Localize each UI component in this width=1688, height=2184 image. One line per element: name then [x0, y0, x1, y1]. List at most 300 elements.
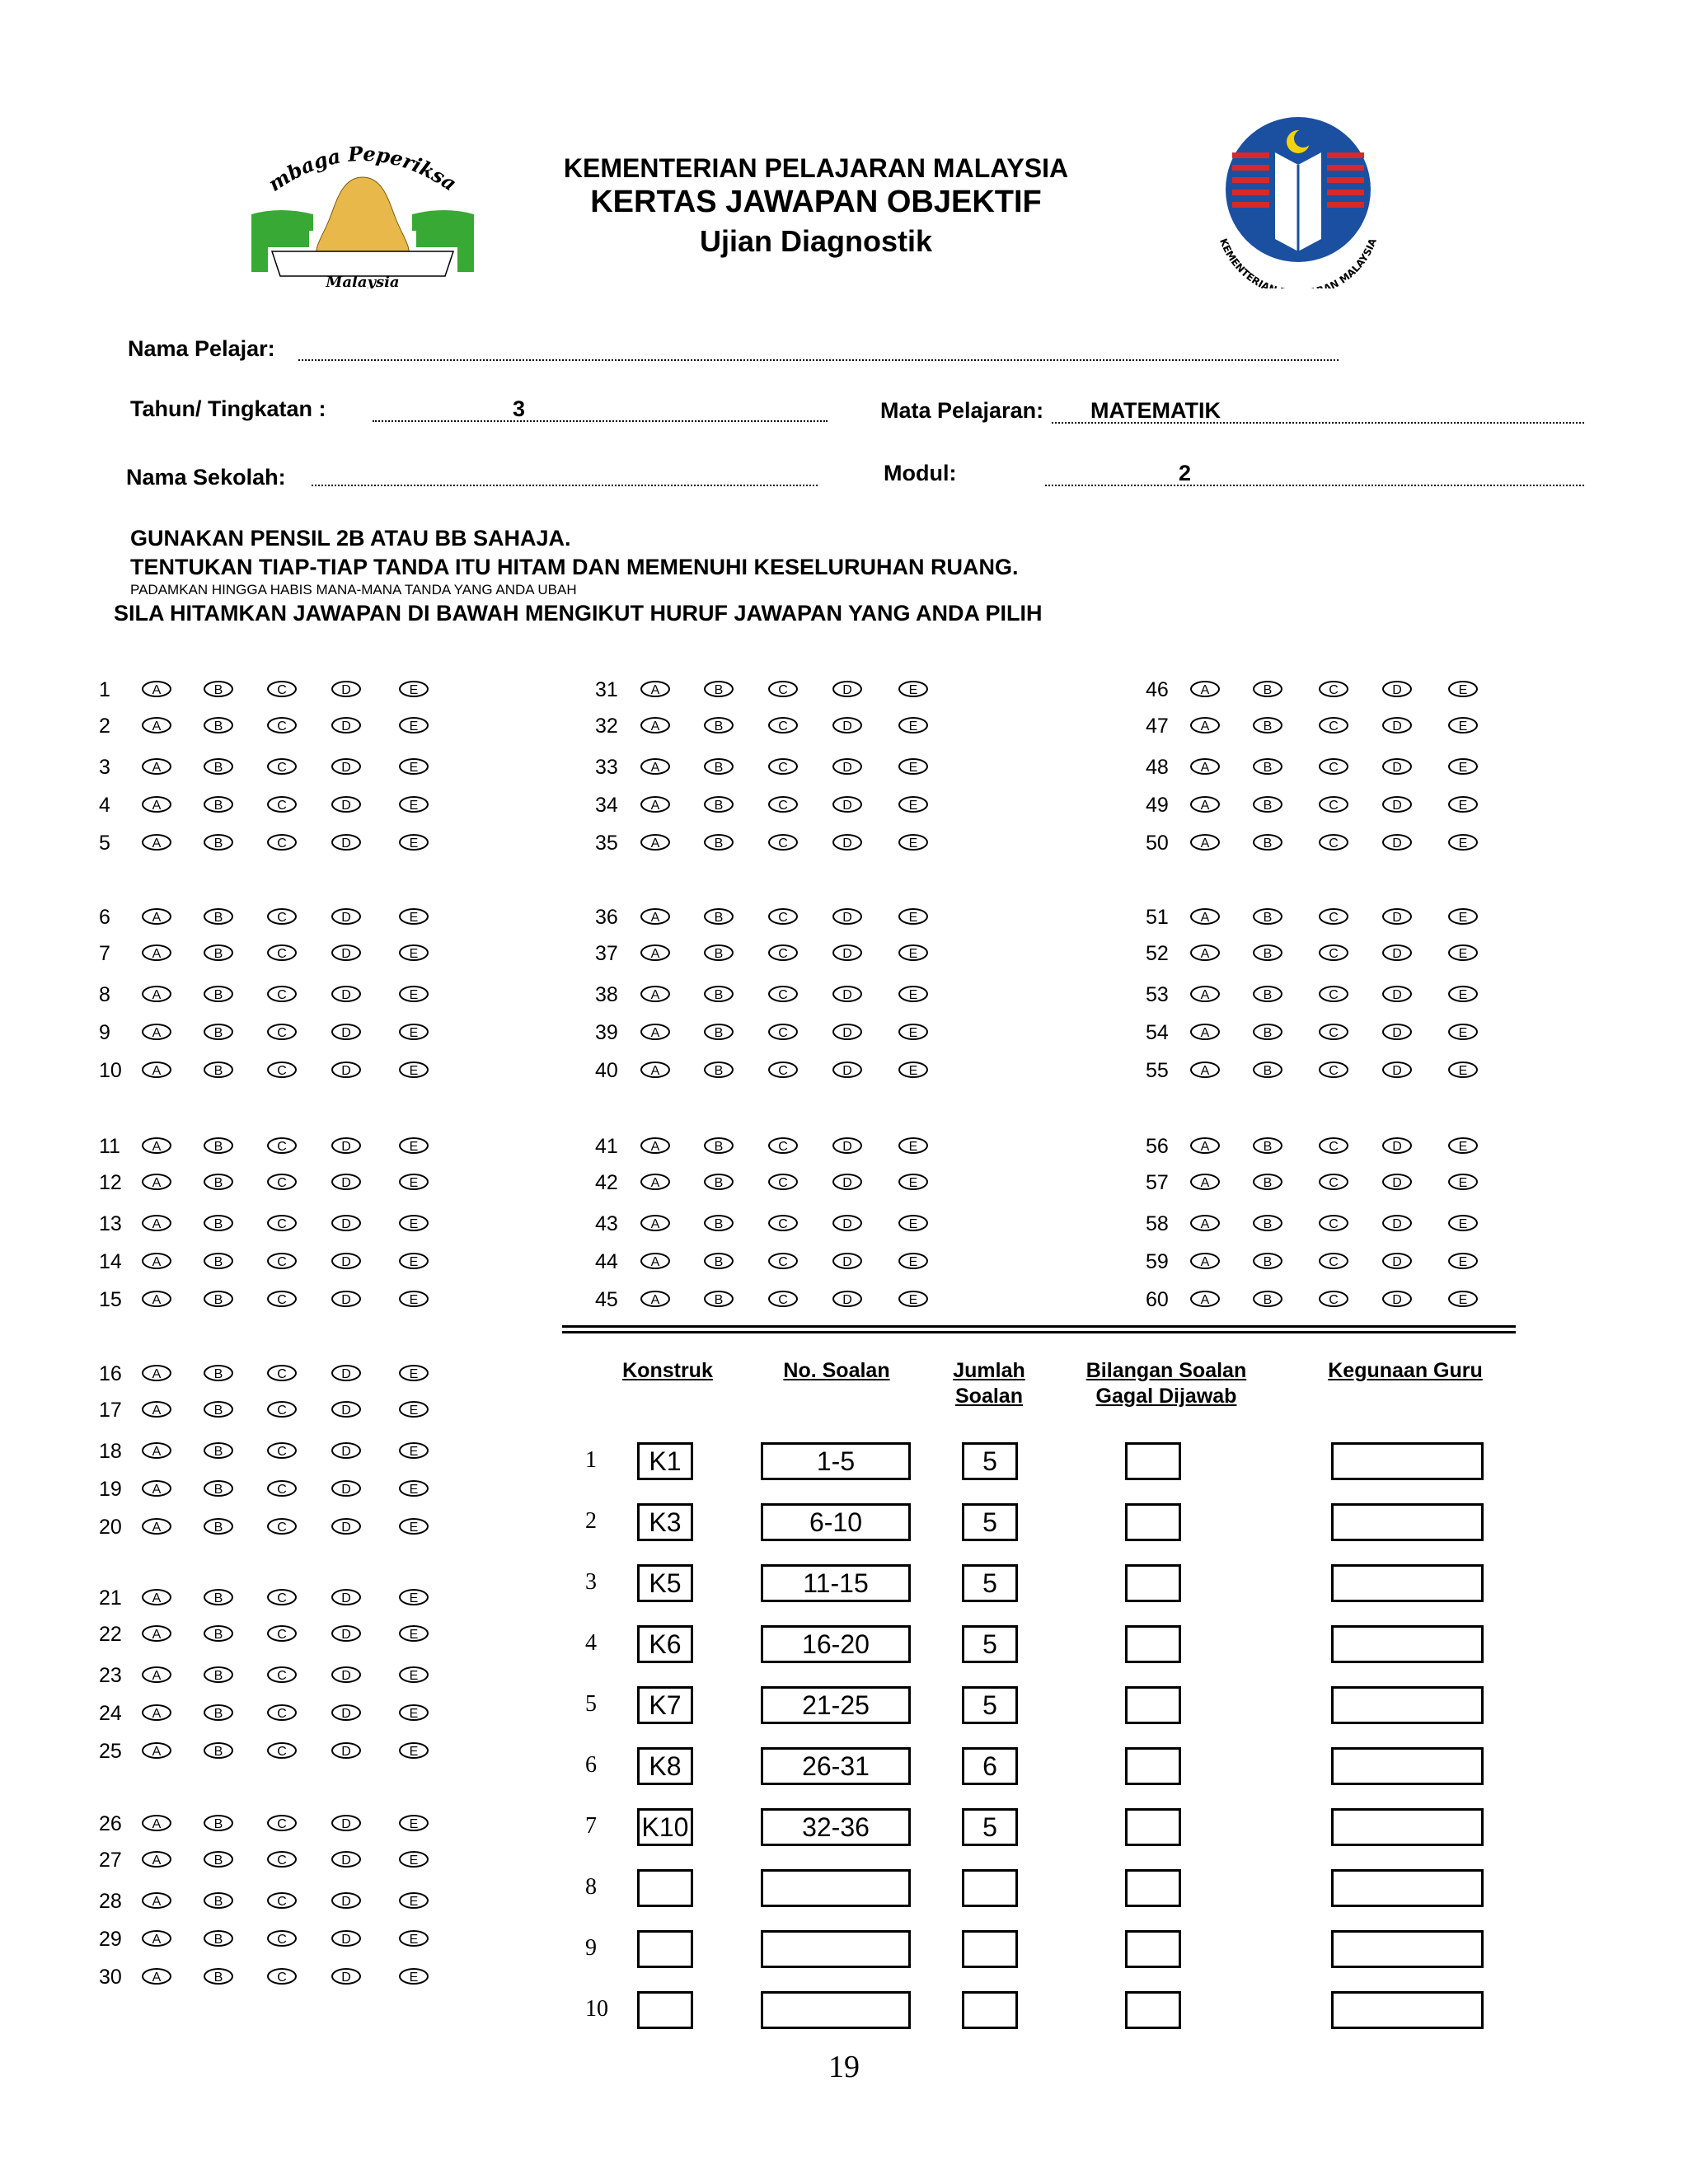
answer-bubble-58-d[interactable]: D: [1382, 1215, 1412, 1231]
answer-bubble-30-e[interactable]: E: [399, 1968, 429, 1985]
answer-bubble-16-a[interactable]: A: [142, 1365, 171, 1381]
answer-bubble-41-d[interactable]: D: [832, 1137, 862, 1154]
answer-bubble-32-e[interactable]: E: [898, 717, 928, 733]
kegunaan-guru-input[interactable]: [1331, 1991, 1484, 2029]
answer-bubble-36-e[interactable]: E: [898, 908, 928, 925]
answer-bubble-31-c[interactable]: C: [768, 681, 798, 697]
answer-bubble-35-b[interactable]: B: [704, 834, 734, 851]
answer-bubble-29-d[interactable]: D: [331, 1930, 361, 1947]
answer-bubble-48-e[interactable]: E: [1448, 758, 1478, 775]
answer-bubble-19-a[interactable]: A: [142, 1480, 171, 1497]
answer-bubble-8-b[interactable]: B: [204, 986, 233, 1002]
answer-bubble-21-c[interactable]: C: [267, 1589, 297, 1605]
answer-bubble-60-b[interactable]: B: [1253, 1291, 1282, 1307]
answer-bubble-56-a[interactable]: A: [1190, 1137, 1220, 1154]
answer-bubble-13-c[interactable]: C: [267, 1215, 297, 1231]
answer-bubble-22-a[interactable]: A: [142, 1625, 171, 1642]
answer-bubble-18-e[interactable]: E: [399, 1442, 429, 1459]
answer-bubble-1-a[interactable]: A: [142, 681, 171, 697]
answer-bubble-5-d[interactable]: D: [331, 834, 361, 851]
answer-bubble-2-d[interactable]: D: [331, 717, 361, 733]
kegunaan-guru-input[interactable]: [1331, 1808, 1484, 1846]
answer-bubble-33-d[interactable]: D: [832, 758, 862, 775]
answer-bubble-24-b[interactable]: B: [204, 1704, 233, 1721]
answer-bubble-53-b[interactable]: B: [1253, 986, 1282, 1002]
answer-bubble-19-d[interactable]: D: [331, 1480, 361, 1497]
bilangan-gagal-input[interactable]: [1125, 1564, 1181, 1602]
answer-bubble-22-d[interactable]: D: [331, 1625, 361, 1642]
answer-bubble-29-c[interactable]: C: [267, 1930, 297, 1947]
answer-bubble-7-c[interactable]: C: [267, 944, 297, 961]
answer-bubble-47-d[interactable]: D: [1382, 717, 1412, 733]
answer-bubble-7-a[interactable]: A: [142, 944, 171, 961]
bilangan-gagal-input[interactable]: [1125, 1991, 1181, 2029]
answer-bubble-39-d[interactable]: D: [832, 1024, 862, 1040]
answer-bubble-10-d[interactable]: D: [331, 1062, 361, 1078]
answer-bubble-4-e[interactable]: E: [399, 796, 429, 813]
answer-bubble-42-c[interactable]: C: [768, 1174, 798, 1190]
answer-bubble-19-e[interactable]: E: [399, 1480, 429, 1497]
answer-bubble-27-d[interactable]: D: [331, 1851, 361, 1868]
answer-bubble-46-a[interactable]: A: [1190, 681, 1220, 697]
answer-bubble-3-c[interactable]: C: [267, 758, 297, 775]
answer-bubble-52-b[interactable]: B: [1253, 944, 1282, 961]
answer-bubble-53-d[interactable]: D: [1382, 986, 1412, 1002]
kegunaan-guru-input[interactable]: [1331, 1747, 1484, 1785]
answer-bubble-50-c[interactable]: C: [1319, 834, 1348, 851]
answer-bubble-13-b[interactable]: B: [204, 1215, 233, 1231]
answer-bubble-59-d[interactable]: D: [1382, 1253, 1412, 1269]
answer-bubble-9-e[interactable]: E: [399, 1024, 429, 1040]
answer-bubble-38-e[interactable]: E: [898, 986, 928, 1002]
answer-bubble-13-a[interactable]: A: [142, 1215, 171, 1231]
answer-bubble-3-a[interactable]: A: [142, 758, 171, 775]
answer-bubble-28-c[interactable]: C: [267, 1892, 297, 1909]
answer-bubble-36-b[interactable]: B: [704, 908, 734, 925]
answer-bubble-37-c[interactable]: C: [768, 944, 798, 961]
answer-bubble-5-e[interactable]: E: [399, 834, 429, 851]
kegunaan-guru-input[interactable]: [1331, 1625, 1484, 1663]
answer-bubble-14-b[interactable]: B: [204, 1253, 233, 1269]
answer-bubble-54-e[interactable]: E: [1448, 1024, 1478, 1040]
answer-bubble-60-c[interactable]: C: [1319, 1291, 1348, 1307]
answer-bubble-58-e[interactable]: E: [1448, 1215, 1478, 1231]
answer-bubble-55-c[interactable]: C: [1319, 1062, 1348, 1078]
answer-bubble-7-d[interactable]: D: [331, 944, 361, 961]
answer-bubble-53-a[interactable]: A: [1190, 986, 1220, 1002]
answer-bubble-4-a[interactable]: A: [142, 796, 171, 813]
answer-bubble-40-a[interactable]: A: [640, 1062, 670, 1078]
answer-bubble-11-a[interactable]: A: [142, 1137, 171, 1154]
answer-bubble-15-d[interactable]: D: [331, 1291, 361, 1307]
answer-bubble-32-b[interactable]: B: [704, 717, 734, 733]
answer-bubble-52-e[interactable]: E: [1448, 944, 1478, 961]
answer-bubble-8-c[interactable]: C: [267, 986, 297, 1002]
answer-bubble-6-d[interactable]: D: [331, 908, 361, 925]
answer-bubble-45-b[interactable]: B: [704, 1291, 734, 1307]
answer-bubble-25-b[interactable]: B: [204, 1742, 233, 1759]
answer-bubble-31-e[interactable]: E: [898, 681, 928, 697]
kegunaan-guru-input[interactable]: [1331, 1564, 1484, 1602]
answer-bubble-44-c[interactable]: C: [768, 1253, 798, 1269]
answer-bubble-30-a[interactable]: A: [142, 1968, 171, 1985]
year-field[interactable]: [373, 420, 828, 422]
answer-bubble-40-c[interactable]: C: [768, 1062, 798, 1078]
answer-bubble-58-a[interactable]: A: [1190, 1215, 1220, 1231]
answer-bubble-15-b[interactable]: B: [204, 1291, 233, 1307]
bilangan-gagal-input[interactable]: [1125, 1930, 1181, 1968]
answer-bubble-37-e[interactable]: E: [898, 944, 928, 961]
answer-bubble-13-e[interactable]: E: [399, 1215, 429, 1231]
answer-bubble-39-e[interactable]: E: [898, 1024, 928, 1040]
answer-bubble-18-d[interactable]: D: [331, 1442, 361, 1459]
answer-bubble-46-d[interactable]: D: [1382, 681, 1412, 697]
answer-bubble-57-b[interactable]: B: [1253, 1174, 1282, 1190]
answer-bubble-17-d[interactable]: D: [331, 1401, 361, 1418]
answer-bubble-12-c[interactable]: C: [267, 1174, 297, 1190]
answer-bubble-2-e[interactable]: E: [399, 717, 429, 733]
answer-bubble-34-c[interactable]: C: [768, 796, 798, 813]
answer-bubble-54-b[interactable]: B: [1253, 1024, 1282, 1040]
answer-bubble-27-a[interactable]: A: [142, 1851, 171, 1868]
answer-bubble-11-d[interactable]: D: [331, 1137, 361, 1154]
answer-bubble-29-b[interactable]: B: [204, 1930, 233, 1947]
answer-bubble-17-e[interactable]: E: [399, 1401, 429, 1418]
answer-bubble-52-c[interactable]: C: [1319, 944, 1348, 961]
answer-bubble-10-c[interactable]: C: [267, 1062, 297, 1078]
answer-bubble-15-a[interactable]: A: [142, 1291, 171, 1307]
answer-bubble-57-a[interactable]: A: [1190, 1174, 1220, 1190]
answer-bubble-33-a[interactable]: A: [640, 758, 670, 775]
answer-bubble-52-d[interactable]: D: [1382, 944, 1412, 961]
answer-bubble-49-c[interactable]: C: [1319, 796, 1348, 813]
answer-bubble-57-e[interactable]: E: [1448, 1174, 1478, 1190]
answer-bubble-5-c[interactable]: C: [267, 834, 297, 851]
answer-bubble-18-a[interactable]: A: [142, 1442, 171, 1459]
answer-bubble-55-d[interactable]: D: [1382, 1062, 1412, 1078]
kegunaan-guru-input[interactable]: [1331, 1686, 1484, 1724]
answer-bubble-23-b[interactable]: B: [204, 1666, 233, 1683]
answer-bubble-1-c[interactable]: C: [267, 681, 297, 697]
answer-bubble-56-d[interactable]: D: [1382, 1137, 1412, 1154]
answer-bubble-12-e[interactable]: E: [399, 1174, 429, 1190]
answer-bubble-30-d[interactable]: D: [331, 1968, 361, 1985]
answer-bubble-21-a[interactable]: A: [142, 1589, 171, 1605]
answer-bubble-27-b[interactable]: B: [204, 1851, 233, 1868]
kegunaan-guru-input[interactable]: [1331, 1930, 1484, 1968]
answer-bubble-15-c[interactable]: C: [267, 1291, 297, 1307]
answer-bubble-41-c[interactable]: C: [768, 1137, 798, 1154]
answer-bubble-31-d[interactable]: D: [832, 681, 862, 697]
answer-bubble-19-b[interactable]: B: [204, 1480, 233, 1497]
answer-bubble-16-e[interactable]: E: [399, 1365, 429, 1381]
answer-bubble-39-c[interactable]: C: [768, 1024, 798, 1040]
answer-bubble-50-d[interactable]: D: [1382, 834, 1412, 851]
answer-bubble-22-b[interactable]: B: [204, 1625, 233, 1642]
answer-bubble-32-a[interactable]: A: [640, 717, 670, 733]
answer-bubble-60-e[interactable]: E: [1448, 1291, 1478, 1307]
answer-bubble-23-e[interactable]: E: [399, 1666, 429, 1683]
answer-bubble-24-c[interactable]: C: [267, 1704, 297, 1721]
answer-bubble-41-a[interactable]: A: [640, 1137, 670, 1154]
answer-bubble-9-d[interactable]: D: [331, 1024, 361, 1040]
answer-bubble-50-e[interactable]: E: [1448, 834, 1478, 851]
answer-bubble-8-e[interactable]: E: [399, 986, 429, 1002]
answer-bubble-49-e[interactable]: E: [1448, 796, 1478, 813]
answer-bubble-31-b[interactable]: B: [704, 681, 734, 697]
answer-bubble-54-d[interactable]: D: [1382, 1024, 1412, 1040]
answer-bubble-49-b[interactable]: B: [1253, 796, 1282, 813]
answer-bubble-30-b[interactable]: B: [204, 1968, 233, 1985]
answer-bubble-42-e[interactable]: E: [898, 1174, 928, 1190]
answer-bubble-48-b[interactable]: B: [1253, 758, 1282, 775]
answer-bubble-51-e[interactable]: E: [1448, 908, 1478, 925]
answer-bubble-8-d[interactable]: D: [331, 986, 361, 1002]
answer-bubble-10-b[interactable]: B: [204, 1062, 233, 1078]
answer-bubble-54-a[interactable]: A: [1190, 1024, 1220, 1040]
answer-bubble-11-e[interactable]: E: [399, 1137, 429, 1154]
answer-bubble-34-b[interactable]: B: [704, 796, 734, 813]
answer-bubble-9-c[interactable]: C: [267, 1024, 297, 1040]
answer-bubble-40-e[interactable]: E: [898, 1062, 928, 1078]
answer-bubble-56-b[interactable]: B: [1253, 1137, 1282, 1154]
answer-bubble-17-a[interactable]: A: [142, 1401, 171, 1418]
answer-bubble-26-d[interactable]: D: [331, 1815, 361, 1831]
answer-bubble-27-c[interactable]: C: [267, 1851, 297, 1868]
answer-bubble-13-d[interactable]: D: [331, 1215, 361, 1231]
answer-bubble-10-e[interactable]: E: [399, 1062, 429, 1078]
answer-bubble-12-a[interactable]: A: [142, 1174, 171, 1190]
answer-bubble-9-b[interactable]: B: [204, 1024, 233, 1040]
answer-bubble-41-b[interactable]: B: [704, 1137, 734, 1154]
answer-bubble-32-c[interactable]: C: [768, 717, 798, 733]
answer-bubble-19-c[interactable]: C: [267, 1480, 297, 1497]
answer-bubble-46-e[interactable]: E: [1448, 681, 1478, 697]
answer-bubble-24-a[interactable]: A: [142, 1704, 171, 1721]
answer-bubble-4-c[interactable]: C: [267, 796, 297, 813]
answer-bubble-14-a[interactable]: A: [142, 1253, 171, 1269]
answer-bubble-42-a[interactable]: A: [640, 1174, 670, 1190]
answer-bubble-48-c[interactable]: C: [1319, 758, 1348, 775]
bilangan-gagal-input[interactable]: [1125, 1869, 1181, 1907]
answer-bubble-20-b[interactable]: B: [204, 1518, 233, 1535]
answer-bubble-34-d[interactable]: D: [832, 796, 862, 813]
answer-bubble-56-c[interactable]: C: [1319, 1137, 1348, 1154]
module-field[interactable]: [1045, 485, 1584, 486]
answer-bubble-28-b[interactable]: B: [204, 1892, 233, 1909]
answer-bubble-45-a[interactable]: A: [640, 1291, 670, 1307]
answer-bubble-7-e[interactable]: E: [399, 944, 429, 961]
answer-bubble-3-e[interactable]: E: [399, 758, 429, 775]
answer-bubble-53-c[interactable]: C: [1319, 986, 1348, 1002]
answer-bubble-50-b[interactable]: B: [1253, 834, 1282, 851]
answer-bubble-46-b[interactable]: B: [1253, 681, 1282, 697]
answer-bubble-17-c[interactable]: C: [267, 1401, 297, 1418]
bilangan-gagal-input[interactable]: [1125, 1747, 1181, 1785]
answer-bubble-10-a[interactable]: A: [142, 1062, 171, 1078]
answer-bubble-35-a[interactable]: A: [640, 834, 670, 851]
answer-bubble-30-c[interactable]: C: [267, 1968, 297, 1985]
bilangan-gagal-input[interactable]: [1125, 1503, 1181, 1541]
answer-bubble-45-e[interactable]: E: [898, 1291, 928, 1307]
answer-bubble-25-c[interactable]: C: [267, 1742, 297, 1759]
answer-bubble-58-c[interactable]: C: [1319, 1215, 1348, 1231]
answer-bubble-6-b[interactable]: B: [204, 908, 233, 925]
answer-bubble-43-e[interactable]: E: [898, 1215, 928, 1231]
answer-bubble-8-a[interactable]: A: [142, 986, 171, 1002]
answer-bubble-36-a[interactable]: A: [640, 908, 670, 925]
answer-bubble-12-b[interactable]: B: [204, 1174, 233, 1190]
answer-bubble-57-d[interactable]: D: [1382, 1174, 1412, 1190]
answer-bubble-45-d[interactable]: D: [832, 1291, 862, 1307]
answer-bubble-43-a[interactable]: A: [640, 1215, 670, 1231]
answer-bubble-60-a[interactable]: A: [1190, 1291, 1220, 1307]
answer-bubble-60-d[interactable]: D: [1382, 1291, 1412, 1307]
answer-bubble-14-d[interactable]: D: [331, 1253, 361, 1269]
answer-bubble-51-d[interactable]: D: [1382, 908, 1412, 925]
answer-bubble-26-a[interactable]: A: [142, 1815, 171, 1831]
answer-bubble-33-b[interactable]: B: [704, 758, 734, 775]
answer-bubble-58-b[interactable]: B: [1253, 1215, 1282, 1231]
answer-bubble-22-c[interactable]: C: [267, 1625, 297, 1642]
answer-bubble-42-b[interactable]: B: [704, 1174, 734, 1190]
answer-bubble-6-a[interactable]: A: [142, 908, 171, 925]
answer-bubble-53-e[interactable]: E: [1448, 986, 1478, 1002]
answer-bubble-9-a[interactable]: A: [142, 1024, 171, 1040]
answer-bubble-15-e[interactable]: E: [399, 1291, 429, 1307]
answer-bubble-38-d[interactable]: D: [832, 986, 862, 1002]
answer-bubble-26-b[interactable]: B: [204, 1815, 233, 1831]
answer-bubble-59-c[interactable]: C: [1319, 1253, 1348, 1269]
answer-bubble-35-c[interactable]: C: [768, 834, 798, 851]
answer-bubble-50-a[interactable]: A: [1190, 834, 1220, 851]
answer-bubble-51-b[interactable]: B: [1253, 908, 1282, 925]
answer-bubble-40-b[interactable]: B: [704, 1062, 734, 1078]
answer-bubble-11-c[interactable]: C: [267, 1137, 297, 1154]
answer-bubble-44-e[interactable]: E: [898, 1253, 928, 1269]
answer-bubble-25-e[interactable]: E: [399, 1742, 429, 1759]
answer-bubble-16-d[interactable]: D: [331, 1365, 361, 1381]
answer-bubble-26-c[interactable]: C: [267, 1815, 297, 1831]
answer-bubble-41-e[interactable]: E: [898, 1137, 928, 1154]
answer-bubble-5-b[interactable]: B: [204, 834, 233, 851]
answer-bubble-43-b[interactable]: B: [704, 1215, 734, 1231]
answer-bubble-54-c[interactable]: C: [1319, 1024, 1348, 1040]
answer-bubble-48-a[interactable]: A: [1190, 758, 1220, 775]
answer-bubble-23-a[interactable]: A: [142, 1666, 171, 1683]
answer-bubble-14-e[interactable]: E: [399, 1253, 429, 1269]
answer-bubble-24-d[interactable]: D: [331, 1704, 361, 1721]
answer-bubble-32-d[interactable]: D: [832, 717, 862, 733]
answer-bubble-51-a[interactable]: A: [1190, 908, 1220, 925]
answer-bubble-11-b[interactable]: B: [204, 1137, 233, 1154]
answer-bubble-34-e[interactable]: E: [898, 796, 928, 813]
answer-bubble-44-a[interactable]: A: [640, 1253, 670, 1269]
answer-bubble-35-e[interactable]: E: [898, 834, 928, 851]
answer-bubble-57-c[interactable]: C: [1319, 1174, 1348, 1190]
answer-bubble-49-d[interactable]: D: [1382, 796, 1412, 813]
answer-bubble-37-b[interactable]: B: [704, 944, 734, 961]
answer-bubble-21-d[interactable]: D: [331, 1589, 361, 1605]
answer-bubble-46-c[interactable]: C: [1319, 681, 1348, 697]
answer-bubble-18-c[interactable]: C: [267, 1442, 297, 1459]
answer-bubble-47-a[interactable]: A: [1190, 717, 1220, 733]
answer-bubble-4-b[interactable]: B: [204, 796, 233, 813]
answer-bubble-6-c[interactable]: C: [267, 908, 297, 925]
answer-bubble-45-c[interactable]: C: [768, 1291, 798, 1307]
answer-bubble-26-e[interactable]: E: [399, 1815, 429, 1831]
answer-bubble-29-a[interactable]: A: [142, 1930, 171, 1947]
answer-bubble-47-e[interactable]: E: [1448, 717, 1478, 733]
answer-bubble-2-a[interactable]: A: [142, 717, 171, 733]
answer-bubble-43-d[interactable]: D: [832, 1215, 862, 1231]
answer-bubble-28-e[interactable]: E: [399, 1892, 429, 1909]
answer-bubble-27-e[interactable]: E: [399, 1851, 429, 1868]
answer-bubble-20-e[interactable]: E: [399, 1518, 429, 1535]
answer-bubble-47-b[interactable]: B: [1253, 717, 1282, 733]
answer-bubble-28-d[interactable]: D: [331, 1892, 361, 1909]
answer-bubble-18-b[interactable]: B: [204, 1442, 233, 1459]
kegunaan-guru-input[interactable]: [1331, 1442, 1484, 1480]
answer-bubble-2-c[interactable]: C: [267, 717, 297, 733]
answer-bubble-5-a[interactable]: A: [142, 834, 171, 851]
answer-bubble-55-e[interactable]: E: [1448, 1062, 1478, 1078]
answer-bubble-44-d[interactable]: D: [832, 1253, 862, 1269]
answer-bubble-20-a[interactable]: A: [142, 1518, 171, 1535]
answer-bubble-36-c[interactable]: C: [768, 908, 798, 925]
bilangan-gagal-input[interactable]: [1125, 1442, 1181, 1480]
bilangan-gagal-input[interactable]: [1125, 1686, 1181, 1724]
answer-bubble-1-b[interactable]: B: [204, 681, 233, 697]
answer-bubble-40-d[interactable]: D: [832, 1062, 862, 1078]
answer-bubble-59-a[interactable]: A: [1190, 1253, 1220, 1269]
answer-bubble-56-e[interactable]: E: [1448, 1137, 1478, 1154]
answer-bubble-23-c[interactable]: C: [267, 1666, 297, 1683]
answer-bubble-25-a[interactable]: A: [142, 1742, 171, 1759]
answer-bubble-23-d[interactable]: D: [331, 1666, 361, 1683]
answer-bubble-39-b[interactable]: B: [704, 1024, 734, 1040]
answer-bubble-14-c[interactable]: C: [267, 1253, 297, 1269]
answer-bubble-39-a[interactable]: A: [640, 1024, 670, 1040]
answer-bubble-3-b[interactable]: B: [204, 758, 233, 775]
answer-bubble-59-b[interactable]: B: [1253, 1253, 1282, 1269]
answer-bubble-43-c[interactable]: C: [768, 1215, 798, 1231]
answer-bubble-2-b[interactable]: B: [204, 717, 233, 733]
answer-bubble-28-a[interactable]: A: [142, 1892, 171, 1909]
answer-bubble-38-a[interactable]: A: [640, 986, 670, 1002]
answer-bubble-16-b[interactable]: B: [204, 1365, 233, 1381]
bilangan-gagal-input[interactable]: [1125, 1808, 1181, 1846]
answer-bubble-35-d[interactable]: D: [832, 834, 862, 851]
answer-bubble-31-a[interactable]: A: [640, 681, 670, 697]
answer-bubble-16-c[interactable]: C: [267, 1365, 297, 1381]
answer-bubble-44-b[interactable]: B: [704, 1253, 734, 1269]
answer-bubble-21-e[interactable]: E: [399, 1589, 429, 1605]
answer-bubble-24-e[interactable]: E: [399, 1704, 429, 1721]
answer-bubble-21-b[interactable]: B: [204, 1589, 233, 1605]
answer-bubble-55-b[interactable]: B: [1253, 1062, 1282, 1078]
answer-bubble-34-a[interactable]: A: [640, 796, 670, 813]
answer-bubble-3-d[interactable]: D: [331, 758, 361, 775]
answer-bubble-33-e[interactable]: E: [898, 758, 928, 775]
answer-bubble-33-c[interactable]: C: [768, 758, 798, 775]
answer-bubble-20-c[interactable]: C: [267, 1518, 297, 1535]
answer-bubble-12-d[interactable]: D: [331, 1174, 361, 1190]
kegunaan-guru-input[interactable]: [1331, 1503, 1484, 1541]
answer-bubble-6-e[interactable]: E: [399, 908, 429, 925]
answer-bubble-29-e[interactable]: E: [399, 1930, 429, 1947]
answer-bubble-22-e[interactable]: E: [399, 1625, 429, 1642]
